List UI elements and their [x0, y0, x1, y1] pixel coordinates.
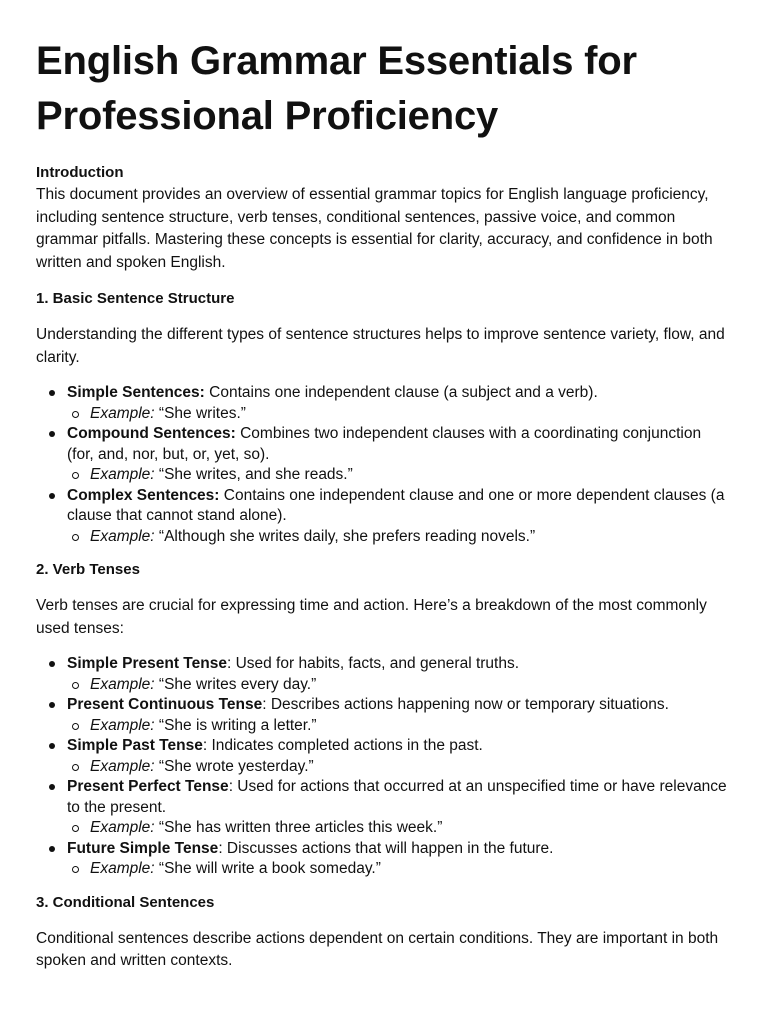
section-conditional-sentences [36, 892, 732, 973]
list-item [36, 424, 732, 486]
list-item [36, 777, 732, 839]
example-label: Example: [90, 860, 155, 877]
term-description: Contains one independent clause and one or more dependent clauses (a clause that cannot stand alone). [67, 486, 725, 524]
term-description: Contains one independent clause (a subject and a verb). [204, 384, 598, 401]
term: Simple Sentences: [67, 384, 205, 401]
example-item [67, 757, 732, 778]
example-item [67, 465, 732, 486]
intro-body: This document provides an overview of essential grammar topics for English language proficiency, including sentence structure, verb tenses, conditional sentences, passive voice, and common grammar pitfalls. Mastering these concepts is essential for clarity, accuracy, and confidence in both written and spoken English. [36, 186, 713, 271]
example-item [67, 675, 732, 696]
example-item [67, 716, 732, 737]
section-body: Verb tenses are crucial for expressing time and action. Here’s a breakdown of the most commonly used tenses: [36, 597, 707, 637]
term: Complex Sentences: [67, 486, 220, 504]
term: Future Simple Tense [67, 839, 219, 857]
example-text: “She will write a book someday.” [154, 860, 381, 877]
section-heading: 3. Conditional Sentences [36, 893, 215, 911]
term: Simple Past Tense [67, 737, 203, 754]
term: Present Continuous Tense [67, 696, 263, 713]
example-item [67, 818, 732, 839]
term-description: : Used for habits, facts, and general truths. [226, 655, 520, 672]
list-item [36, 486, 732, 548]
term-description: : Describes actions happening now or temporary situations. [262, 696, 669, 713]
term: Compound Sentences: [67, 425, 236, 442]
list-item [36, 383, 732, 424]
example-text: “She is writing a letter.” [154, 716, 317, 734]
example-label: Example: [90, 757, 155, 775]
example-item [67, 859, 732, 880]
section-heading: 1. Basic Sentence Structure [36, 290, 235, 307]
bullet-list [36, 383, 732, 547]
term: Simple Present Tense [67, 655, 227, 672]
example-text: “She has written three articles this week.” [154, 819, 443, 836]
intro-heading: Introduction [36, 164, 124, 181]
example-item [67, 404, 732, 425]
example-label: Example: [90, 716, 155, 734]
example-label: Example: [90, 404, 155, 422]
section-body: Understanding the different types of sentence structures helps to improve sentence variety, flow, and clarity. [36, 326, 725, 366]
example-text: “She writes.” [154, 404, 246, 422]
document-title: English Grammar Essentials for Professional Proficiency [36, 39, 637, 138]
bullet-list [36, 654, 732, 880]
example-text: “She writes every day.” [154, 675, 317, 693]
section-verb-tenses [36, 559, 732, 880]
intro-section [36, 162, 732, 274]
section-heading: 2. Verb Tenses [36, 561, 140, 578]
list-item [36, 839, 732, 880]
term-description: : Used for actions that occurred at an unspecified time or have relevance to the present. [67, 778, 727, 816]
section-body: Conditional sentences describe actions dependent on certain conditions. They are important in both spoken and written contexts. [36, 929, 719, 969]
example-text: “She wrote yesterday.” [154, 757, 314, 775]
list-item [36, 654, 732, 695]
term-description: : Indicates completed actions in the past. [202, 737, 483, 754]
example-text: “Although she writes daily, she prefers reading novels.” [154, 527, 536, 545]
term: Present Perfect Tense [67, 778, 229, 795]
example-item [67, 527, 732, 548]
example-label: Example: [90, 527, 155, 545]
example-label: Example: [90, 675, 155, 693]
term-description: Combines two independent clauses with a coordinating conjunction (for, and, nor, but, or, yet, so). [67, 425, 702, 463]
list-item [36, 695, 732, 736]
term-description: : Discusses actions that will happen in the future. [218, 839, 554, 857]
example-label: Example: [90, 466, 155, 483]
example-text: “She writes, and she reads.” [154, 466, 353, 483]
example-label: Example: [90, 819, 155, 836]
list-item [36, 736, 732, 777]
section-sentence-structure [36, 288, 732, 547]
